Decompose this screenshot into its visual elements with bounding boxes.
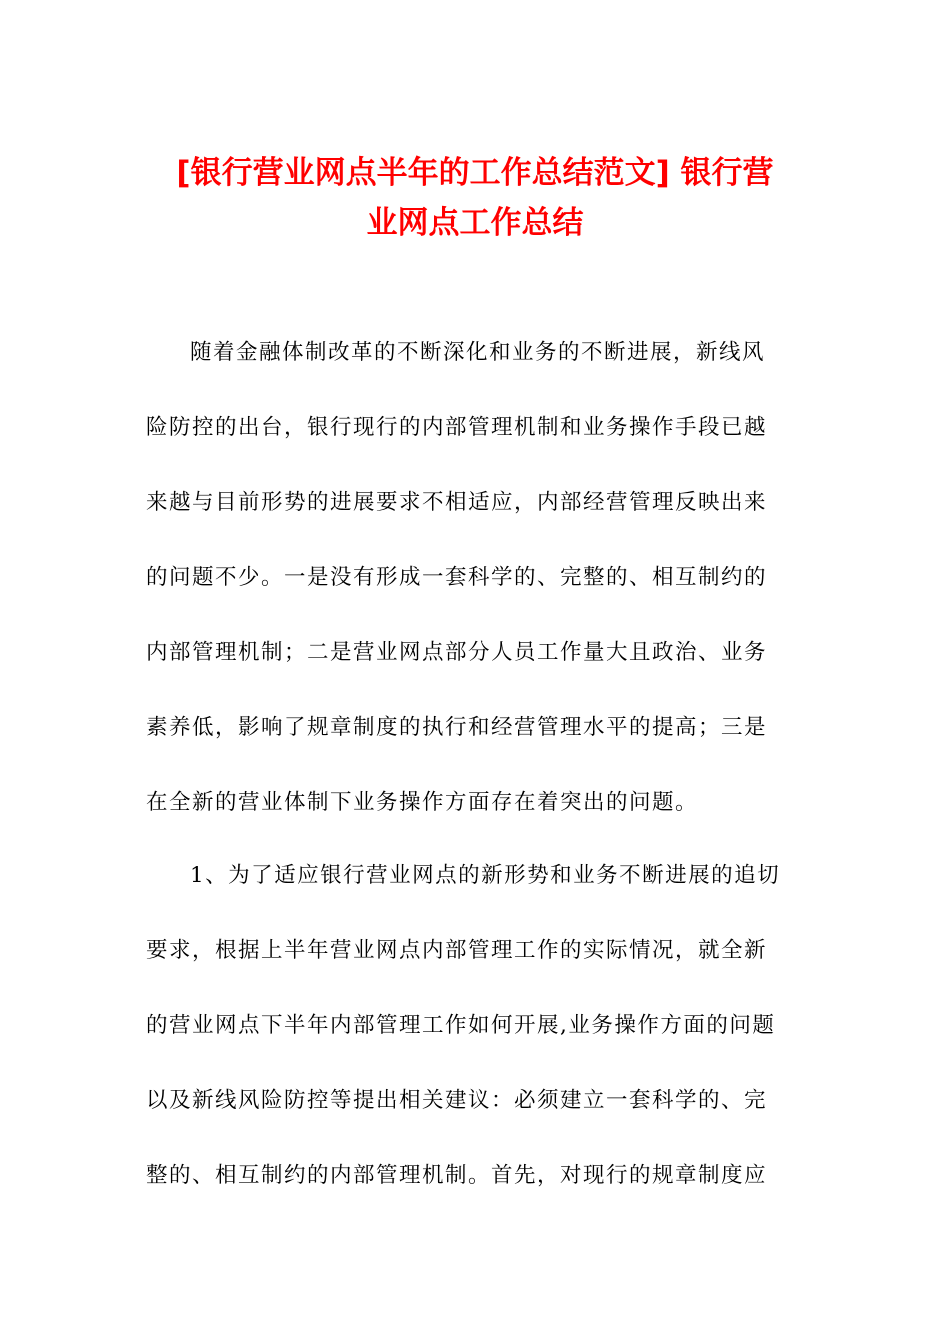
paragraph-line: 的问题不少。一是没有形成一套科学的、完整的、相互制约的 [146, 565, 768, 590]
paragraph-line: 来越与目前形势的进展要求不相适应，内部经营管理反映出来 [146, 490, 768, 515]
paragraph-line: 险防控的出台，银行现行的内部管理机制和业务操作手段已越 [146, 415, 768, 440]
title-line: [银行营业网点半年的工作总结范文] 银行营 [176, 155, 774, 191]
paragraph-line: 1、为了适应银行营业网点的新形势和业务不断进展的追切 [190, 863, 781, 888]
paragraph-line: 要求，根据上半年营业网点内部管理工作的实际情况，就全新 [146, 938, 768, 963]
paragraph-line: 以及新线风险防控等提出相关建议：必须建立一套科学的、完 [146, 1088, 768, 1113]
title-line: 业网点工作总结 [366, 205, 584, 241]
paragraph-line: 素养低，影响了规章制度的执行和经营管理水平的提高；三是 [146, 715, 768, 740]
paragraph-intro [146, 315, 801, 840]
paragraph-line: 的营业网点下半年内部管理工作如何开展,业务操作方面的问题 [146, 1013, 776, 1038]
document-title [120, 148, 830, 248]
paragraph-point-1 [146, 838, 801, 1213]
paragraph-line: 在全新的营业体制下业务操作方面存在着突出的问题。 [146, 790, 699, 815]
paragraph-line: 随着金融体制改革的不断深化和业务的不断进展，新线风 [190, 340, 766, 365]
paragraph-line: 整的、相互制约的内部管理机制。首先，对现行的规章制度应 [146, 1163, 768, 1188]
paragraph-line: 内部管理机制；二是营业网点部分人员工作量大且政治、业务 [146, 640, 768, 665]
